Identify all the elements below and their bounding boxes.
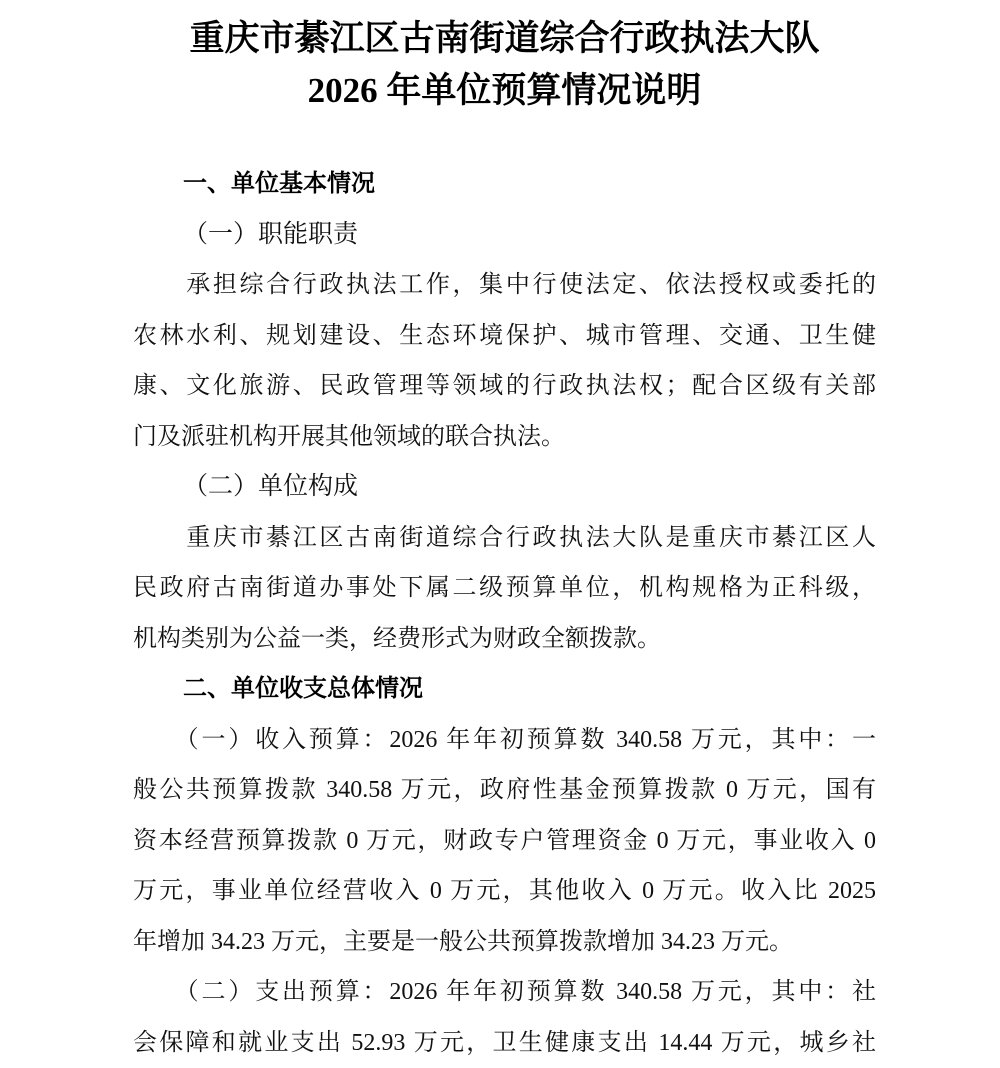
paragraph-line: 年增加 34.23 万元，主要是一般公共预算拨款增加 34.23 万元。	[133, 917, 876, 968]
section-1-heading: 一、单位基本情况	[133, 159, 876, 210]
document-title	[133, 13, 876, 117]
paragraph-line: 机构类别为公益一类，经费形式为财政全额拨款。	[133, 614, 876, 665]
paragraph-line: 般公共预算拨款 340.58 万元，政府性基金预算拨款 0 万元，国有	[133, 765, 876, 816]
document-body	[133, 159, 876, 1068]
paragraph-line: 民政府古南街道办事处下属二级预算单位，机构规格为正科级，	[133, 563, 876, 614]
paragraph-line: 重庆市綦江区古南街道综合行政执法大队是重庆市綦江区人	[133, 513, 876, 564]
paragraph-line: （二）支出预算：2026 年年初预算数 340.58 万元，其中：社	[133, 967, 876, 1018]
section-2-heading: 二、单位收支总体情况	[133, 664, 876, 715]
paragraph-line: （一）收入预算：2026 年年初预算数 340.58 万元，其中：一	[133, 715, 876, 766]
paragraph-line: 门及派驻机构开展其他领域的联合执法。	[133, 412, 876, 463]
paragraph-line: 万元，事业单位经营收入 0 万元，其他收入 0 万元。收入比 2025	[133, 866, 876, 917]
subsection-1-2-heading: （二）单位构成	[133, 462, 876, 513]
paragraph-line: 承担综合行政执法工作，集中行使法定、依法授权或委托的	[133, 260, 876, 311]
paragraph-line: 农林水利、规划建设、生态环境保护、城市管理、交通、卫生健	[133, 311, 876, 362]
paragraph-line: 资本经营预算拨款 0 万元，财政专户管理资金 0 万元，事业收入 0	[133, 816, 876, 867]
document-title-line-1: 重庆市綦江区古南街道综合行政执法大队	[133, 13, 876, 65]
subsection-1-1-heading: （一）职能职责	[133, 210, 876, 261]
paragraph-line: 会保障和就业支出 52.93 万元，卫生健康支出 14.44 万元，城乡社	[133, 1018, 876, 1068]
paragraph-line: 康、文化旅游、民政管理等领域的行政执法权；配合区级有关部	[133, 361, 876, 412]
document-title-line-2: 2026 年单位预算情况说明	[133, 65, 876, 117]
